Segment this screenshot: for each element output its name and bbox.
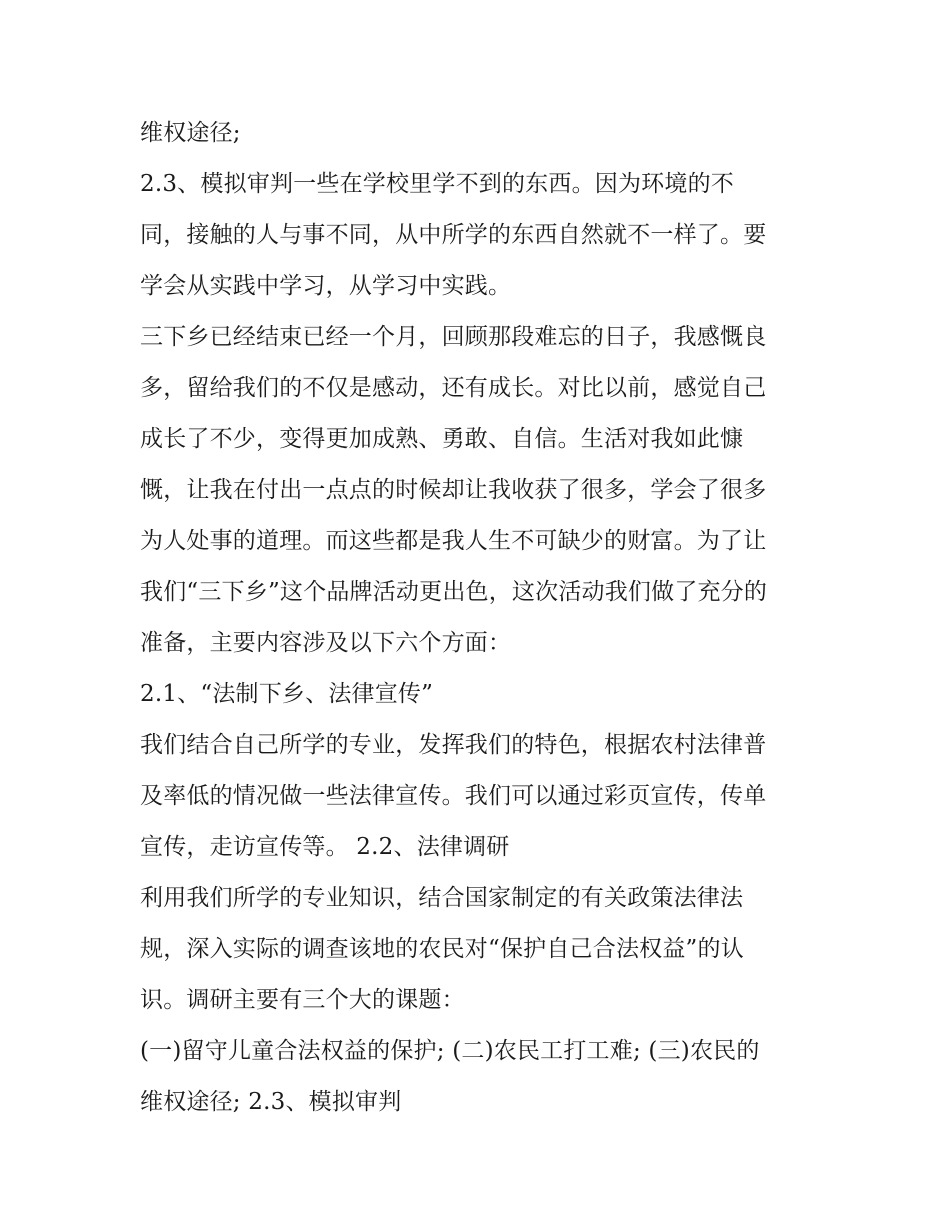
text-line: 我们结合自己所学的专业，发挥我们的特色，根据农村法律普 — [140, 732, 767, 758]
text-line: 学会从实践中学习，从学习中实践。 — [140, 273, 512, 299]
text-line: 2.3、模拟审判一些在学校里学不到的东西。因为环境的不 — [140, 171, 734, 197]
text-line: 及率低的情况做一些法律宣传。我们可以通过彩页宣传，传单 — [140, 783, 767, 809]
text-line: 为人处事的道理。而这些都是我人生不可缺少的财富。为了让 — [140, 528, 767, 554]
text-line: 三下乡已经结束已经一个月，回顾那段难忘的日子，我感慨良 — [140, 324, 767, 350]
text-line: 同，接触的人与事不同，从中所学的东西自然就不一样了。要 — [140, 222, 767, 248]
text-line: 宣传，走访宣传等。 2.2、法律调研 — [140, 834, 510, 860]
text-line: 成长了不少，变得更加成熟、勇敢、自信。生活对我如此慷 — [140, 426, 744, 452]
text-line: 维权途径; — [140, 120, 241, 146]
text-line: 多，留给我们的不仅是感动，还有成长。对比以前，感觉自己 — [140, 375, 767, 401]
text-line: 规，深入实际的调查该地的农民对“保护自己合法权益”的认 — [140, 936, 744, 962]
section-heading: 2.1、“法制下乡、法律宣传” — [140, 681, 434, 707]
document-body — [140, 108, 820, 1128]
text-line: 利用我们所学的专业知识，结合国家制定的有关政策法律法 — [140, 885, 744, 911]
text-line: 准备，主要内容涉及以下六个方面： — [140, 630, 512, 656]
text-line: 维权途径; 2.3、模拟审判 — [140, 1089, 402, 1115]
text-line: 我们“三下乡”这个品牌活动更出色，这次活动我们做了充分的 — [140, 579, 768, 605]
text-line: 识。调研主要有三个大的课题： — [140, 987, 465, 1013]
text-line: 慨，让我在付出一点点的时候却让我收获了很多，学会了很多 — [140, 477, 767, 503]
text-line: (一)留守儿童合法权益的保护; (二)农民工打工难; (三)农民的 — [140, 1038, 760, 1064]
